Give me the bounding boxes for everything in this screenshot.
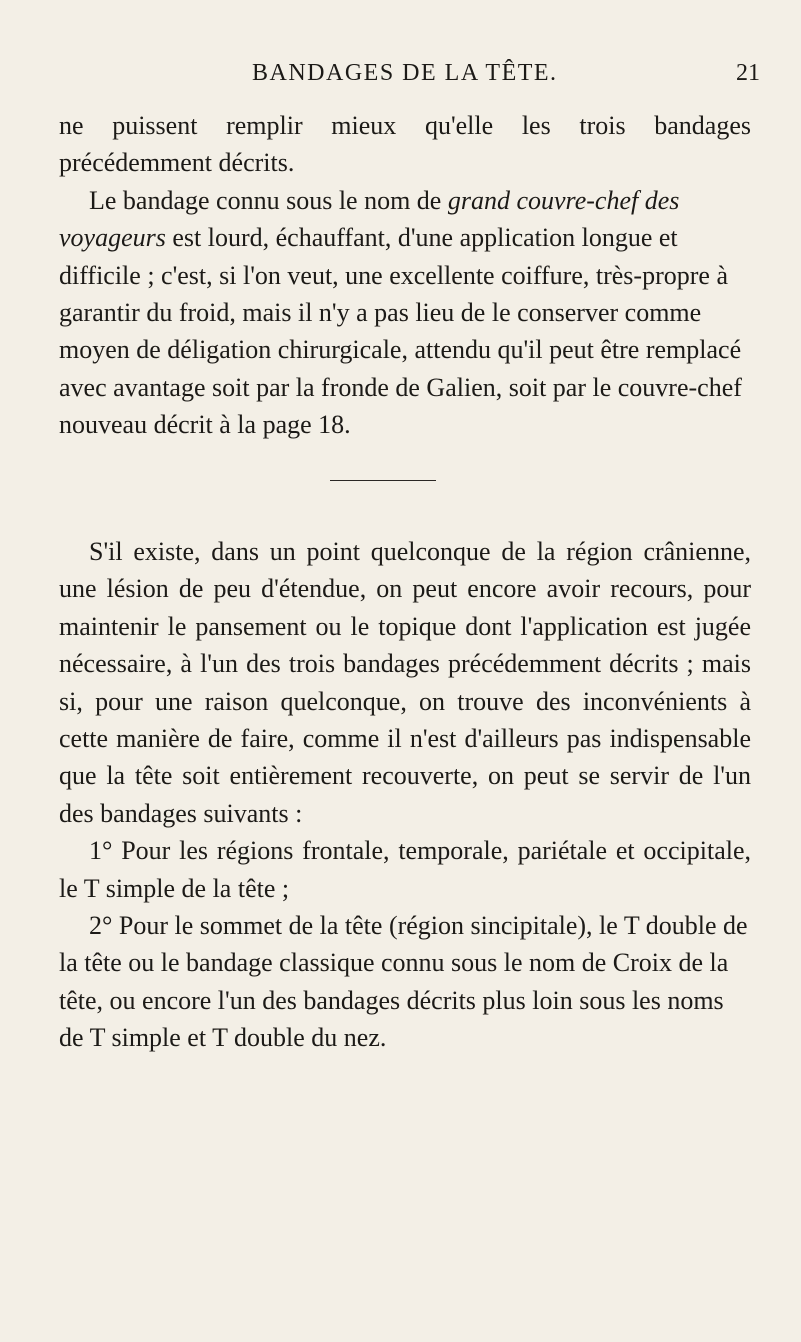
- paragraph-continuation-text: ne puissent remplir mieux qu'elle les trois bandages précédemment décrits.: [59, 111, 751, 178]
- list-item-2-text: 2° Pour le sommet de la tête (région sincipitale), le T double de la tête ou le bandage classique connu sous le nom de Croix de la tête, ou encore l'un des bandages décrits plus loin sous les noms de T simple et T double du nez.: [59, 911, 748, 1053]
- paragraph-lesion-cranienne: [59, 533, 751, 832]
- list-item-1-text: 1° Pour les régions frontale, temporale, pariétale et occipitale, le T simple de la tête ;: [59, 836, 751, 903]
- paragraph-text-end: est lourd, échauffant, d'une application longue et difficile ; c'est, si l'on veut, une excellente coiffure, très-propre à garantir du froid, mais il n'y a pas lieu de le conserver comme moyen de déligation chirurgicale, attendu qu'il peut être remplacé avec avantage soit par la fronde de Galien, soit par le couvre-chef nouveau décrit à la page 18.: [59, 223, 742, 440]
- section-two: [59, 533, 751, 1057]
- section-one: [59, 107, 751, 444]
- running-head: [200, 60, 760, 100]
- paragraph-grand-couvre-chef: [59, 182, 751, 444]
- section-separator-rule: [330, 480, 436, 481]
- list-item-1: [59, 832, 751, 907]
- paragraph-text-start: Le bandage connu sous le nom de: [89, 185, 448, 215]
- list-item-2: [59, 907, 751, 1057]
- italic-term: grand couvre-chef des voyageurs: [59, 185, 680, 253]
- page-number: 21: [736, 60, 760, 86]
- paragraph-lesion-text: S'il existe, dans un point quelconque de la région crânienne, une lésion de peu d'étendue, on peut encore avoir recours, pour maintenir le pansement ou le topique dont l'application est jugée nécessaire, à l'un des trois bandages précédemment décrits ; mais si, pour une raison quelconque, on trouve des inconvénients à cette manière de faire, comme il n'est d'ailleurs pas indispensable que la tête soit entièrement recouverte, on peut se servir de l'un des bandages suivants :: [59, 537, 751, 828]
- paragraph-continuation: [59, 107, 751, 182]
- running-title: BANDAGES DE LA TÊTE.: [252, 60, 558, 86]
